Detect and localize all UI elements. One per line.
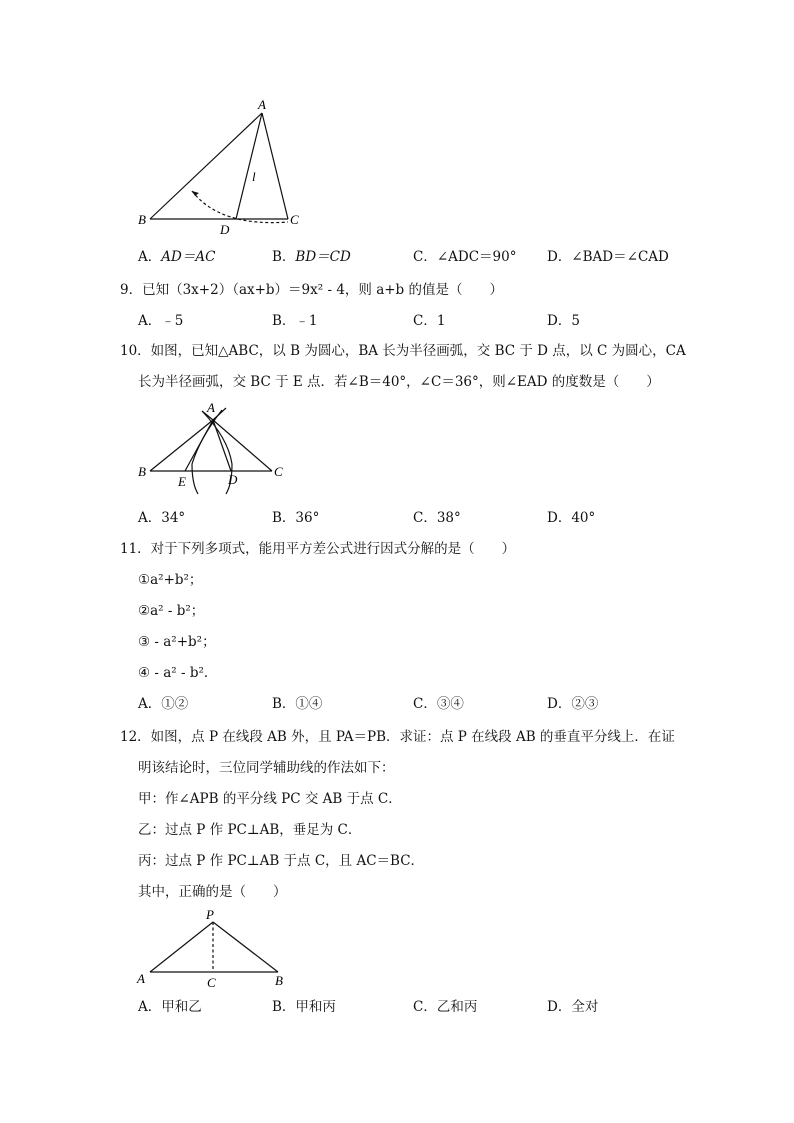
q10-side-ba [150,420,213,471]
q9-stem: 9．已知（3x+2）（ax+b）＝9x² - 4，则 a+b 的值是（ ） [120,282,503,298]
option-text: ∠BAD＝∠CAD [571,249,669,265]
option-key: A． [138,313,162,329]
q10-arc-centered-c [192,410,222,494]
option-key: B． [272,696,296,712]
q8-label-a: A [258,97,266,112]
option-text: 34° [161,510,186,526]
q11-option-b [272,695,322,713]
q11-item-3: ③ - a²+b²； [138,634,216,650]
q10-option-d [547,509,595,527]
q8-option-c [413,248,517,266]
option-key: D． [547,313,572,329]
option-key: C． [413,510,437,526]
q12-method-jia: 甲：作∠APB 的平分线 PC 交 AB 于点 C． [138,791,402,807]
q8-option-a [138,248,215,266]
q12-side-pa [150,922,213,972]
q11-item-4: ④ - a² - b²． [138,665,218,681]
option-key: B． [272,999,296,1015]
option-key: A． [138,249,162,265]
q9-option-b [272,312,318,330]
option-text: 甲和乙 [161,999,202,1015]
q12-stem-line2: 明该结论时，三位同学辅助线的作法如下： [138,760,395,776]
option-text: ②③ [571,696,599,712]
q8-figure [130,95,310,240]
option-key: D． [547,999,572,1015]
option-text: ﹣5 [161,313,184,329]
option-key: C． [413,696,437,712]
q12-label-p: P [206,907,214,922]
option-text: 40° [571,510,596,526]
option-key: D． [547,510,572,526]
option-text: ①② [161,696,189,712]
option-text: 全对 [571,999,599,1015]
q8-label-b: B [138,212,146,227]
q12-method-yi: 乙：过点 P 作 PC⊥AB，垂足为 C． [138,822,362,838]
q10-option-b [272,509,319,527]
option-text: 36° [295,510,320,526]
q10-stem-line2: 长为半径画弧，交 BC 于 E 点．若∠B＝40°，∠C＝36°，则∠EAD 的度数是（ ） [138,374,660,390]
q8-label-d: D [220,222,230,237]
option-key: A． [138,696,162,712]
q12-question: 其中，正确的是（ ） [138,884,287,900]
q10-label-b: B [138,464,146,479]
q12-option-d [547,998,598,1016]
option-text: 甲和丙 [295,999,336,1015]
q8-line-l [236,113,262,219]
q10-label-a: A [207,400,215,415]
q11-option-d [547,695,598,713]
option-text: ①④ [295,696,323,712]
option-text: ③④ [436,696,464,712]
q12-label-b: B [275,973,283,988]
q12-label-c: C [207,975,216,990]
q12-option-c [413,998,477,1016]
option-key: B． [272,510,296,526]
q8-label-l: l [252,169,256,184]
option-text: 1 [436,313,446,329]
q8-option-d [547,248,669,266]
q12-method-bing: 丙：过点 P 作 PC⊥AB 于点 C，且 AC＝BC． [138,853,425,869]
option-text: ∠ADC＝90° [436,249,517,265]
q10-label-d: D [228,472,238,487]
q11-option-c [413,695,464,713]
option-text: 38° [436,510,461,526]
q12-stem-line1: 12．如图，点 P 在线段 AB 外，且 PA＝PB．求证：点 P 在线段 AB 的垂直平分线上．在证 [120,729,675,745]
q8-side-ac [262,113,288,219]
q12-label-a: A [137,971,145,986]
q11-item-1: ①a²+b²； [138,572,203,588]
option-text: 5 [571,313,580,329]
q12-option-a [138,998,202,1016]
q8-option-b [272,248,351,266]
option-key: C． [413,999,437,1015]
option-key: D． [547,696,572,712]
q12-figure [135,905,295,990]
q10-stem-line1: 10．如图，已知△ABC，以 B 为圆心，BA 长为半径画弧，交 BC 于 D 点，以 C 为圆心，CA [120,343,686,359]
option-key: C． [413,313,437,329]
option-key: B． [272,249,296,265]
q10-label-c: C [274,464,283,479]
option-key: A． [138,999,162,1015]
q12-option-b [272,998,336,1016]
q8-arc-arrowhead [192,191,199,196]
q8-dashed-arc [192,191,288,223]
option-text: AD＝AC [161,249,216,265]
q11-stem: 11．对于下列多项式，能用平方差公式进行因式分解的是（ ） [120,541,516,557]
q9-option-a [138,312,183,330]
option-text: BD＝CD [295,249,351,265]
q10-option-a [138,509,185,527]
q10-figure [130,398,300,498]
q10-option-c [413,509,461,527]
q11-option-a [138,695,188,713]
option-text: 乙和丙 [436,999,478,1015]
q8-label-c: C [290,212,299,227]
option-key: D． [547,249,572,265]
q8-side-ab [150,113,262,219]
q9-option-d [547,312,580,330]
q11-item-2: ②a² - b²； [138,603,205,619]
q9-option-c [413,312,445,330]
option-key: A． [138,510,162,526]
option-key: C． [413,249,437,265]
q10-label-e: E [178,474,186,489]
option-text: ﹣1 [295,313,318,329]
option-key: B． [272,313,296,329]
q12-side-pb [213,922,278,972]
